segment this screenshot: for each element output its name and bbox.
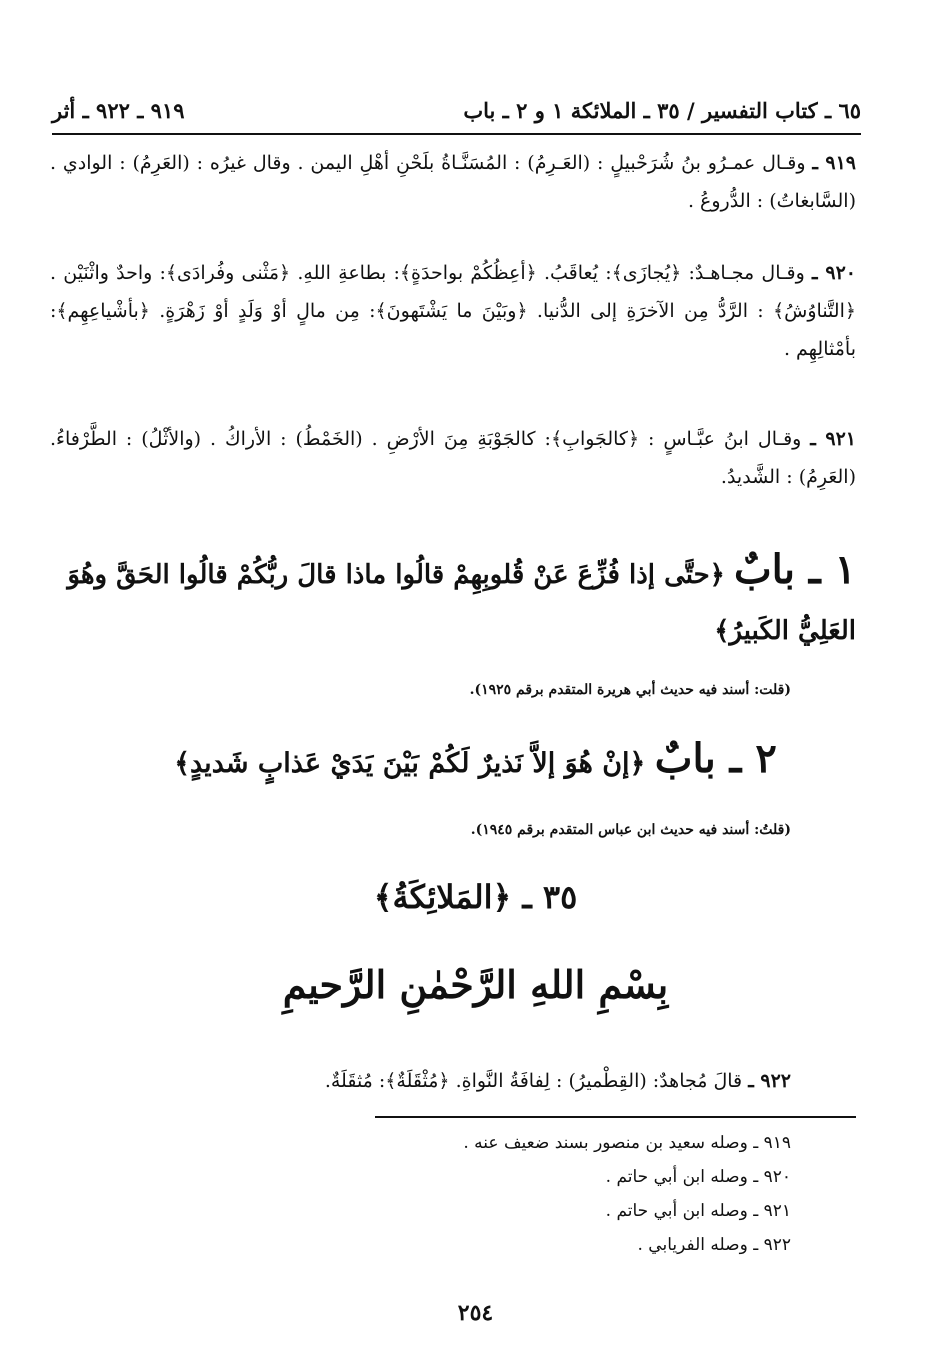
paragraph-text: وقـال مجـاهـدٌ: ﴿يُجازَى﴾: يُعاقَبُ. ﴿أعِظُكُمْ بواحدَةٍ﴾: بطاعةِ اللهِ. ﴿مَثْنى وفُرادَى﴾: واحدٌ واثْنَيْن . ﴿التَّناوُشُ﴾ : الرَّدُّ مِن الآخرَةِ إلى الدُّنيا. ﴿وبَيْنَ ما يَشْتَهونَ﴾: مِن مالٍ أوْ وَلَدٍ أوْ زَهْرَةٍ. ﴿بأشْياعِهِم﴾: بأمْثالِهِم . [50, 262, 856, 360]
bab-1-note: (قلت: أسند فيه حديث أبي هريرة المتقدم برقم ١٩٢٥). [469, 682, 791, 698]
footnote-item: ٩٢٠ ـ وصله ابن أبي حاتم . [605, 1167, 791, 1187]
bab-2-label: ٢ ـ بابٌ [654, 735, 777, 782]
header-rule [52, 133, 861, 135]
running-header [52, 90, 861, 130]
bab-1-label: ١ ـ بابٌ [733, 546, 856, 593]
paragraph-921 [50, 420, 856, 496]
surah-title: ٣٥ ـ ﴿المَلائِكَةُ﴾ [373, 878, 578, 916]
paragraph-text: وقـال ابنُ عبَّـاسٍ : ﴿كالجَوابِ﴾: كالجَوْبَةِ مِنَ الأرْضِ . (الخَمْطُ) : الأراكُ . (والأثْلُ) : الطَّرْفاءُ. (العَرِمُ) : الشَّديدُ. [50, 428, 856, 488]
paragraph-text: قالَ مُجاهدٌ: (القِطْميرُ) : لِفافَةُ النَّواةِ. ﴿مُثْقَلَةٌ﴾: مُثقَلَةٌ. [324, 1070, 743, 1092]
footnote-item: ٩٢١ ـ وصله ابن أبي حاتم . [605, 1201, 791, 1221]
footnote-item: ٩١٩ ـ وصله سعيد بن منصور بسند ضعيف عنه . [463, 1133, 791, 1153]
page-number: ٢٥٤ [457, 1300, 494, 1326]
paragraph-number: ٩١٩ ـ [812, 152, 857, 174]
footnote-item: ٩٢٢ ـ وصله الفريابي . [637, 1235, 791, 1255]
paragraph-922 [50, 1062, 791, 1100]
paragraph-number: ٩٢١ ـ [810, 428, 856, 450]
paragraph-919 [50, 144, 856, 220]
paragraph-number: ٩٢٢ ـ [748, 1070, 791, 1092]
basmala: بِسْمِ اللهِ الرَّحْمٰنِ الرَّحيمِ [282, 962, 669, 1007]
header-chapter: ٦٥ ـ كتاب التفسير / ٣٥ ـ الملائكة ١ و ٢ ـ باب [463, 97, 861, 123]
bab-1-heading [50, 542, 856, 659]
paragraph-text: وقـال عمـرُو بنُ شُرَحْبيلٍ : (العَـرِمُ) : المُسَنَّـاةُ بلَحْنِ أهْلِ اليمن . وقال غيرُه : (العَرِمُ) : الوادي . (السَّابغاتُ) : الدُّروعُ . [50, 152, 856, 212]
header-range: ٩١٩ ـ ٩٢٢ ـ أثر [52, 97, 185, 123]
bab-2-heading [0, 735, 951, 782]
paragraph-920 [50, 254, 856, 368]
paragraph-number: ٩٢٠ ـ [812, 262, 856, 284]
bab-2-verse: ﴿إنْ هُوَ إلاَّ نَذيرٌ لَكُمْ بَيْنَ يَدَيْ عَذابٍ شَديدٍ﴾ [174, 748, 646, 779]
bab-1-verse: ﴿حتَّى إذا فُزِّعَ عَنْ قُلوبِهِمْ قالُوا ماذا قالَ ربُّكُمْ قالُوا الحَقَّ وهُوَ العَلِيُّ الكَبيرُ﴾ [67, 560, 856, 646]
footnotes [50, 1126, 791, 1262]
footnote-rule [375, 1116, 856, 1118]
bab-2-note: (قلتُ: أسند فيه حديث ابن عباس المتقدم برقم ١٩٤٥). [470, 822, 791, 838]
